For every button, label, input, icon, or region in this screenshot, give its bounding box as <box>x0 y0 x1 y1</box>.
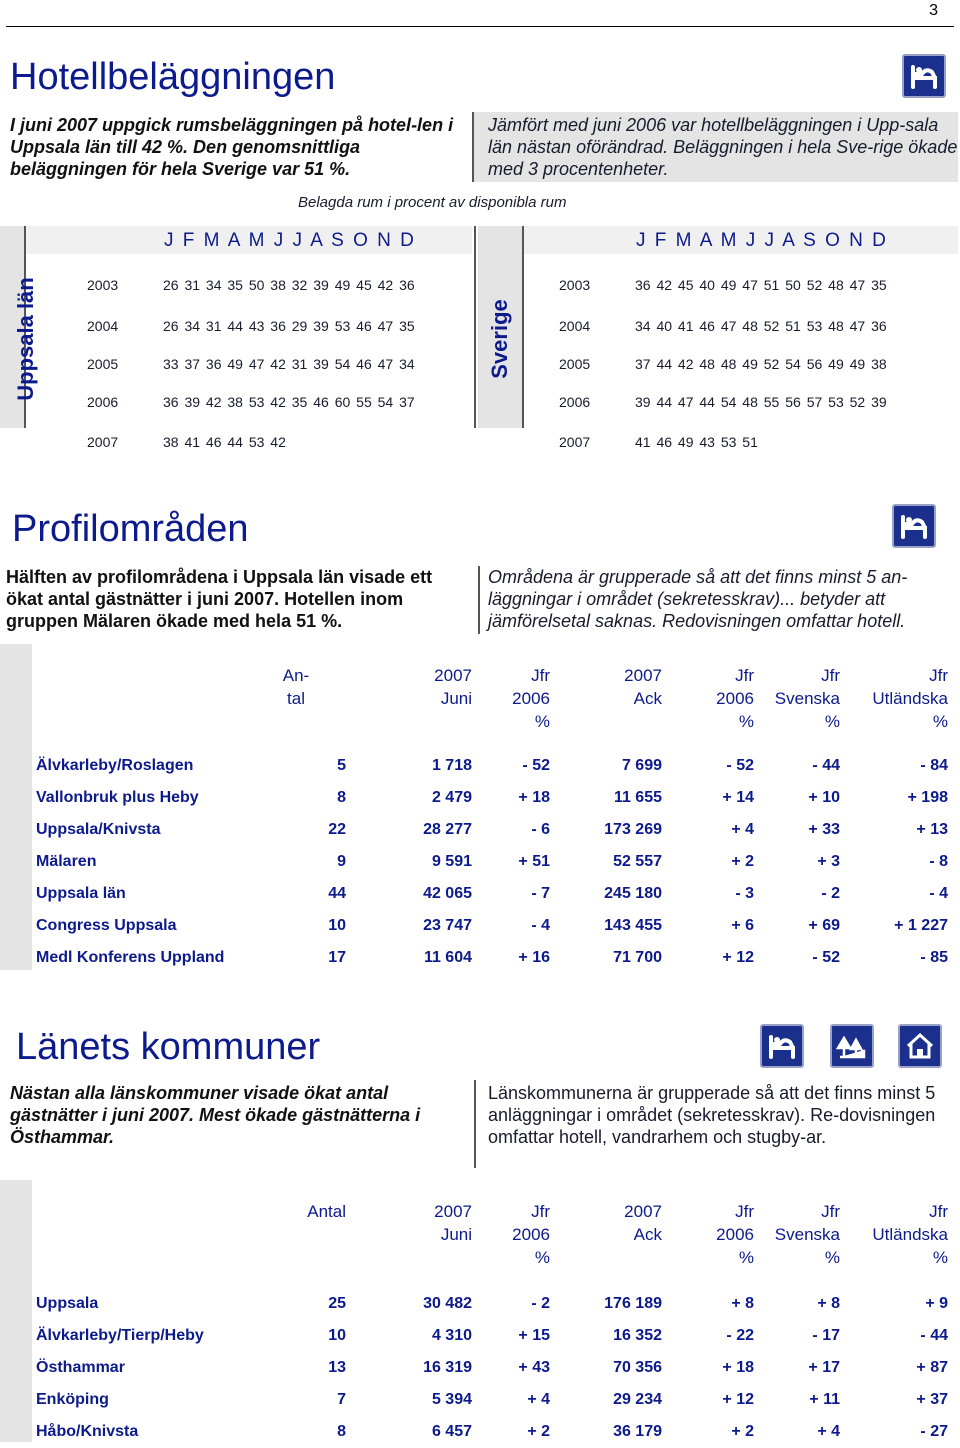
page-number: 3 <box>929 2 938 19</box>
table-row <box>36 750 948 782</box>
table-cell: + 8 <box>817 1295 840 1312</box>
table-cell: - 44 <box>920 1327 948 1344</box>
table-cell: 70 356 <box>613 1359 662 1376</box>
table-cell: - 52 <box>812 949 840 966</box>
table-cell: + 11 <box>809 1391 840 1408</box>
col-header-svenska: Jfr Svenska % <box>774 666 840 731</box>
row-label: Vallonbruk plus Heby <box>36 789 199 806</box>
table-cell: + 87 <box>916 1359 948 1376</box>
table-row <box>36 814 948 846</box>
table-cell: - 8 <box>929 853 948 870</box>
table-cell: - 52 <box>726 757 754 774</box>
section-title-profilomraden: Profilområden <box>12 508 249 550</box>
table-cell: 176 189 <box>604 1295 662 1312</box>
table-cell: + 12 <box>722 1391 754 1408</box>
table-cell: + 16 <box>518 949 550 966</box>
table-cell: 5 <box>337 757 346 774</box>
table-row <box>36 1384 948 1416</box>
col-header-svenska: Jfr Svenska % <box>774 1202 840 1267</box>
table-side-panel <box>0 1180 32 1442</box>
col-header-ack: 2007 Ack <box>624 666 662 708</box>
table-row <box>36 1288 948 1320</box>
table-cell: 5 394 <box>431 1391 472 1408</box>
divider <box>522 226 524 428</box>
table-cell: 9 591 <box>431 853 472 870</box>
section2-note: Områdena är grupperade så att det finns minst 5 an-läggningar i området (sekretesskrav)... betyder att jämförelsetal saknas. Redovisningen omfattar hotell. <box>488 567 908 631</box>
col-header-jfr2006: Jfr 2006 % <box>512 666 550 731</box>
section3-lead: Nästan alla länskommuner visade ökat antal gästnätter i juni 2007. Mest ökade gästnätterna i Östhammar. <box>10 1083 421 1147</box>
table-row <box>36 846 948 878</box>
section-title-lanets-kommuner: Länets kommuner <box>16 1026 321 1068</box>
row-label: Congress Uppsala <box>36 917 177 934</box>
table-cell: + 33 <box>808 821 840 838</box>
table-cell: - 6 <box>531 821 550 838</box>
table-row <box>36 782 948 814</box>
table-cell: + 3 <box>817 853 840 870</box>
table-row <box>36 1416 948 1448</box>
col-header-utlandska: Jfr Utländska % <box>872 1202 948 1267</box>
table-cell: 9 <box>337 853 346 870</box>
table-cell: + 18 <box>722 1359 754 1376</box>
table-cell: + 15 <box>518 1327 550 1344</box>
col-header <box>36 1200 246 1288</box>
table-cell: - 2 <box>821 885 840 902</box>
hotel-bed-icon <box>760 1024 804 1068</box>
table-cell: 11 604 <box>423 949 472 966</box>
table-cell: - 3 <box>735 885 754 902</box>
table-cell: + 10 <box>808 789 840 806</box>
row-label: Uppsala län <box>36 885 126 902</box>
hostel-icon <box>830 1024 874 1068</box>
col-header-jfr2006-ack: Jfr 2006 % <box>716 1202 754 1267</box>
row-label: Enköping <box>36 1391 109 1408</box>
row-label: Uppsala/Knivsta <box>36 821 161 838</box>
top-rule <box>6 26 954 27</box>
table-cell: + 4 <box>817 1423 840 1440</box>
table-cell: + 13 <box>916 821 948 838</box>
divider <box>478 566 480 634</box>
divider <box>474 226 476 428</box>
table-cell: + 17 <box>808 1359 840 1376</box>
col-header-jfr2006-ack: Jfr 2006 % <box>716 666 754 731</box>
col-header-ack: 2007 Ack <box>624 1202 662 1244</box>
row-label: Medl Konferens Uppland <box>36 949 225 966</box>
table-cell: + 2 <box>731 853 754 870</box>
table-cell: + 14 <box>722 789 754 806</box>
cabin-village-icon <box>898 1024 942 1068</box>
table-cell: 23 747 <box>423 917 472 934</box>
table-cell: + 51 <box>518 853 550 870</box>
section1-lead: I juni 2007 uppgick rumsbeläggningen på hotel-len i Uppsala län till 42 %. Den genomsnittliga beläggningen för hela Sverige var 51 %. <box>10 115 454 179</box>
section1-note: Jämfört med juni 2006 var hotellbeläggningen i Upp-sala län nästan oförändrad. Beläggningen i hela Sve-rige ökade med 3 procentenheter. <box>488 115 958 179</box>
table-cell: + 1 227 <box>894 917 948 934</box>
sverige-label: Sverige <box>487 299 512 379</box>
municipalities-table <box>36 1200 948 1448</box>
table-cell: - 27 <box>920 1423 948 1440</box>
table-cell: - 17 <box>812 1327 840 1344</box>
row-label: Håbo/Knivsta <box>36 1423 139 1440</box>
row-label: Älvkarleby/Roslagen <box>36 757 194 774</box>
table-cell: 17 <box>328 949 346 966</box>
table-cell: + 2 <box>731 1423 754 1440</box>
table-cell: - 2 <box>531 1295 550 1312</box>
table-cell: - 85 <box>920 949 948 966</box>
table-cell: 4 310 <box>431 1327 472 1344</box>
table-cell: 52 557 <box>613 853 662 870</box>
table-cell: + 4 <box>731 821 754 838</box>
hotel-bed-icon <box>902 54 946 98</box>
uppsala-months-header: J F M A M J J A S O N D <box>164 230 416 251</box>
table-row <box>36 878 948 910</box>
table-cell: 245 180 <box>604 885 662 902</box>
occupancy-caption: Belagda rum i procent av disponibla rum <box>298 194 567 211</box>
table-cell: 1 718 <box>431 757 472 774</box>
table-cell: 10 <box>328 1327 346 1344</box>
row-label: Älvkarleby/Tierp/Heby <box>36 1327 204 1344</box>
table-cell: 173 269 <box>604 821 662 838</box>
section2-lead: Hälften av profilområdena i Uppsala län visade ett ökat antal gästnätter i juni 2007. Hotellen inom gruppen Mälaren ökade med hela 51 %. <box>6 567 433 631</box>
table-cell: - 44 <box>812 757 840 774</box>
table-cell: + 6 <box>731 917 754 934</box>
col-header-juni: 2007 Juni <box>434 1202 472 1244</box>
table-cell: - 4 <box>929 885 948 902</box>
table-cell: 11 655 <box>613 789 662 806</box>
table-cell: 7 699 <box>621 757 662 774</box>
row-label: Uppsala <box>36 1295 99 1312</box>
table-cell: + 198 <box>907 789 948 806</box>
table-row <box>36 1352 948 1384</box>
table-cell: 36 179 <box>613 1423 662 1440</box>
row-label: Mälaren <box>36 853 97 870</box>
col-header <box>36 664 246 750</box>
col-header-juni: 2007 Juni <box>434 666 472 708</box>
col-header-jfr2006: Jfr 2006 % <box>512 1202 550 1267</box>
table-cell: + 9 <box>925 1295 948 1312</box>
table-cell: + 69 <box>808 917 840 934</box>
table-cell: - 7 <box>531 885 550 902</box>
table-cell: - 52 <box>522 757 550 774</box>
section-title-hotellbelaggningen: Hotellbeläggningen <box>10 56 336 98</box>
table-cell: 7 <box>337 1391 346 1408</box>
table-cell: 143 455 <box>604 917 662 934</box>
table-side-panel <box>0 644 32 970</box>
table-cell: 6 457 <box>431 1423 472 1440</box>
table-cell: 42 065 <box>423 885 472 902</box>
table-cell: 10 <box>328 917 346 934</box>
table-cell: + 12 <box>722 949 754 966</box>
table-cell: 30 482 <box>423 1295 472 1312</box>
sverige-months-header: J F M A M J J A S O N D <box>636 230 888 251</box>
table-cell: + 4 <box>527 1391 550 1408</box>
section3-note: Länskommunerna är grupperade så att det finns minst 5 anläggningar i området (sekretesskrav). Re-dovisningen omfattar hotell, vandrarhem och stugby-ar. <box>488 1083 936 1147</box>
uppsala-lan-label: Uppsala län <box>13 277 38 401</box>
divider <box>474 1080 476 1168</box>
table-cell: - 84 <box>920 757 948 774</box>
col-header-utlandska: Jfr Utländska % <box>872 666 948 731</box>
table-cell: + 18 <box>518 789 550 806</box>
table-cell: + 43 <box>518 1359 550 1376</box>
table-cell: 2 479 <box>431 789 472 806</box>
table-cell: 44 <box>328 885 346 902</box>
table-row <box>36 910 948 942</box>
table-cell: + 8 <box>731 1295 754 1312</box>
table-cell: - 4 <box>531 917 550 934</box>
hotel-bed-icon <box>892 504 936 548</box>
row-label: Östhammar <box>36 1359 125 1376</box>
table-row <box>36 942 948 974</box>
col-header-antal: Antal <box>307 1202 346 1221</box>
table-cell: 22 <box>328 821 346 838</box>
table-cell: 29 234 <box>613 1391 662 1408</box>
col-header-antal: An- tal <box>282 666 310 708</box>
table-cell: + 37 <box>916 1391 948 1408</box>
table-cell: 25 <box>328 1295 346 1312</box>
table-row <box>36 1320 948 1352</box>
table-cell: + 2 <box>527 1423 550 1440</box>
table-cell: 8 <box>337 789 346 806</box>
table-cell: 16 352 <box>613 1327 662 1344</box>
table-cell: 13 <box>328 1359 346 1376</box>
table-cell: 8 <box>337 1423 346 1440</box>
table-cell: 71 700 <box>613 949 662 966</box>
table-cell: 16 319 <box>423 1359 472 1376</box>
profile-areas-table <box>36 664 948 974</box>
table-cell: - 22 <box>726 1327 754 1344</box>
table-cell: 28 277 <box>423 821 472 838</box>
